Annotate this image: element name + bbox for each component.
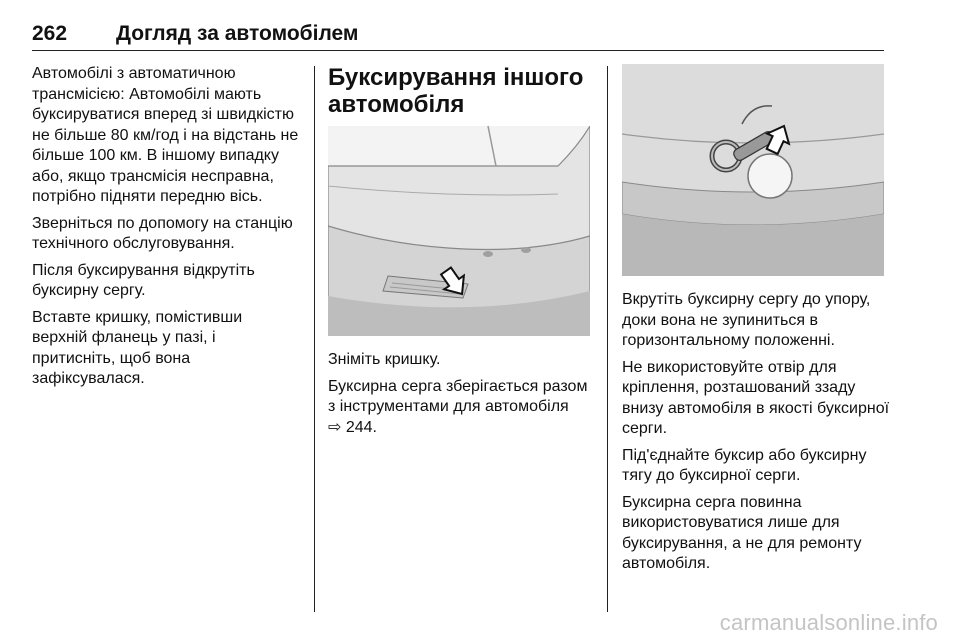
arrow-reference-icon: ⇨ [328,418,346,436]
column-middle [328,64,594,444]
column-left [32,64,300,396]
subsection-heading: Буксирування іншого автомобіля [328,64,584,118]
paragraph: Вкрутіть буксирну сергу до упору, доки вона не зупиниться в горизонтальному положенні. [622,291,871,349]
column-divider-1 [314,66,315,612]
illustration-towing-eye-installed [622,64,884,276]
column-right [622,64,890,581]
paragraph [328,377,594,418]
paragraph: Вставте кришку, помістивши верхній фланець у пазі, і притисніть, щоб вона зафіксувалася. [32,308,243,387]
paragraph: Буксирна серга повинна використовуватися лише для буксирування, а не для ремонту автомобіля. [622,493,862,572]
column-divider-2 [607,66,608,612]
page-reference-number: 244. [345,418,377,436]
paragraph: Не використовуйте отвір для кріплення, розташований ззаду внизу автомобіля в якості буксирної серги. [622,358,890,437]
illustration-rear-bumper-cover [328,126,590,336]
header-divider [32,50,884,51]
page-reference [328,418,594,439]
paragraph: Під'єднайте буксир або буксирну тягу до буксирної серги. [622,446,867,484]
paragraph: Зверніться по допомогу на станцію технічного обслуговування. [32,214,293,252]
page-header [32,22,884,52]
paragraph: Після буксирування відкрутіть буксирну сергу. [32,261,255,299]
page-number: 262 [32,22,68,45]
paragraph-text: Буксирна серга зберігається разом з інструментами для автомобіля [328,377,588,415]
paragraph: Автомобілі з автоматичною трансмісією: Автомобілі мають буксируватися вперед зі швидкістю не більше 80 км/год і на відстань не більше 100 км. В іншому випадку або, якщо трансмісія несправна, потрібно підняти передню вісь. [32,65,299,205]
section-title: Догляд за автомобілем [116,22,359,45]
paragraph: Зніміть кришку. [328,351,441,368]
watermark: carmanualsonline.info [719,610,938,635]
